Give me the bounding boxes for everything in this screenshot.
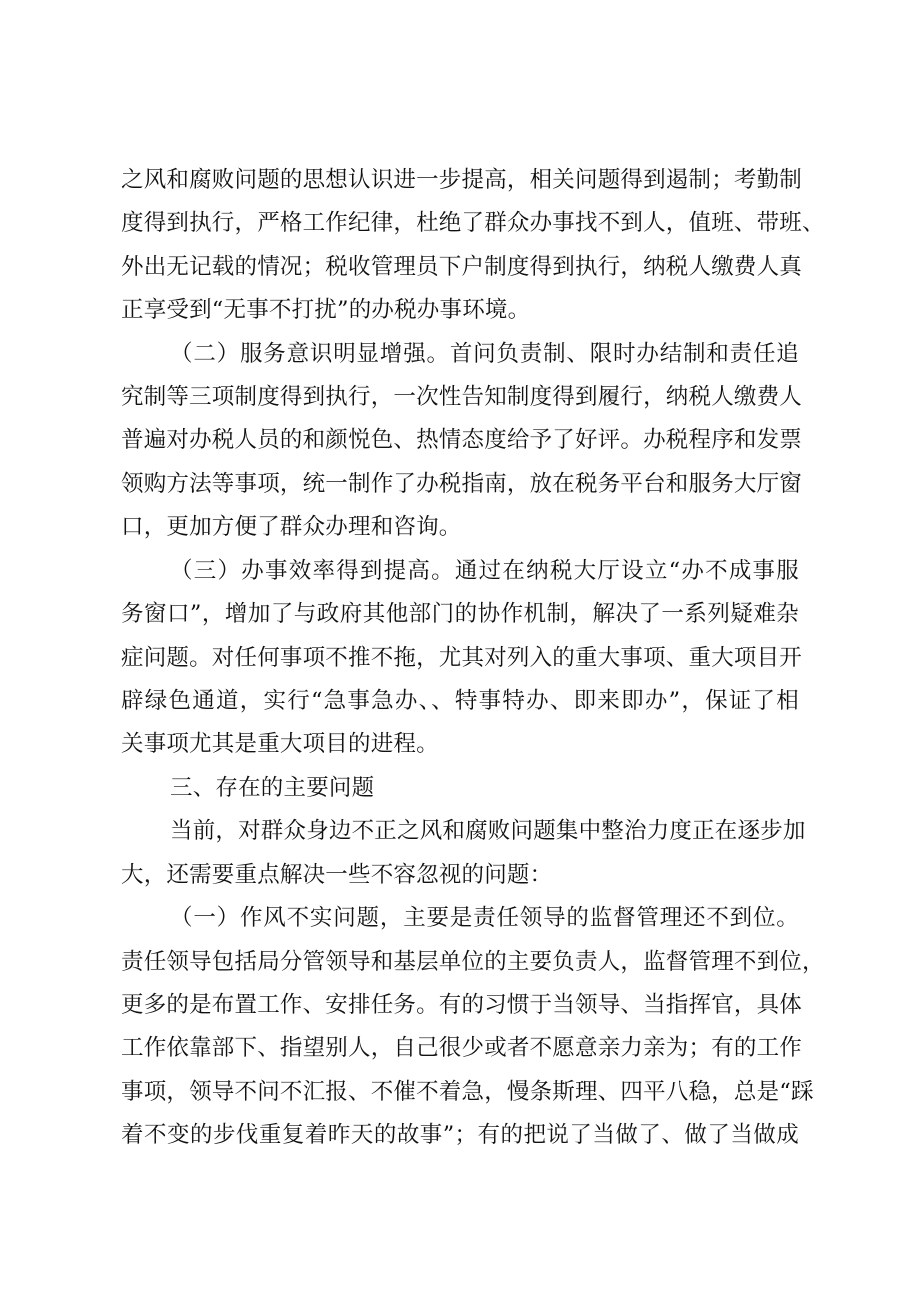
text-line: 究制等三项制度得到执行，一次性告知制度得到履行，纳税人缴费人 (121, 384, 803, 410)
text-line: 事项，领导不问不汇报、不催不着急，慢条斯理、四平八稳，总是“踩 (121, 1079, 814, 1105)
text-line: 正享受到“无事不打扰”的办税办事环境。 (121, 297, 531, 323)
text-line: 症问题。对任何事项不推不拖，尤其对列入的重大事项、重大项目开 (121, 645, 803, 671)
text-line: 之风和腐败问题的思想认识进一步提高，相关问题得到遏制；考勤制 (121, 167, 803, 193)
text-line: 工作依靠部下、指望别人，自己很少或者不愿意亲力亲为；有的工作 (121, 1035, 803, 1061)
text-line: 责任领导包括局分管领导和基层单位的主要负责人，监督管理不到位， (121, 949, 825, 975)
text-line: 务窗口”，增加了与政府其他部门的协作机制，解决了一系列疑难杂 (121, 601, 799, 627)
text-line: 更多的是布置工作、安排任务。有的习惯于当领导、当指挥官，具体 (121, 992, 803, 1018)
text-line: 普遍对办税人员的和颜悦色、热情态度给予了好评。办税程序和发票 (121, 427, 803, 453)
text-line: 辟绿色通道，实行“急事急办、、特事特办、即来即办”，保证了相 (121, 688, 799, 714)
section-heading-line: （三）办事效率得到提高。通过在纳税大厅设立“办不成事服 (170, 558, 799, 584)
text-line: 度得到执行，严格工作纪律，杜绝了群众办事找不到人，值班、带班、 (121, 210, 825, 236)
text-line: 大，还需要重点解决一些不容忽视的问题： (121, 862, 553, 888)
text-line: 关事项尤其是重大项目的进程。 (121, 731, 439, 757)
section-title: 三、存在的主要问题 (170, 775, 375, 801)
text-line: 领购方法等事项，统一制作了办税指南，放在税务平台和服务大厅窗 (121, 471, 803, 497)
section-heading-line: （一）作风不实问题，主要是责任领导的监督管理还不到位。 (170, 905, 799, 931)
section-heading-line: （二）服务意识明显增强。首问负责制、限时办结制和责任追 (170, 341, 799, 367)
text-line: 口，更加方便了群众办理和咨询。 (121, 514, 462, 540)
text-line: 外出无记载的情况；税收管理员下户制度得到执行，纳税人缴费人真 (121, 254, 803, 280)
text-line: 着不变的步伐重复着昨天的故事”；有的把说了当做了、做了当做成 (121, 1122, 799, 1148)
paragraph-first-line: 当前，对群众身边不正之风和腐败问题集中整治力度正在逐步加 (170, 818, 806, 844)
